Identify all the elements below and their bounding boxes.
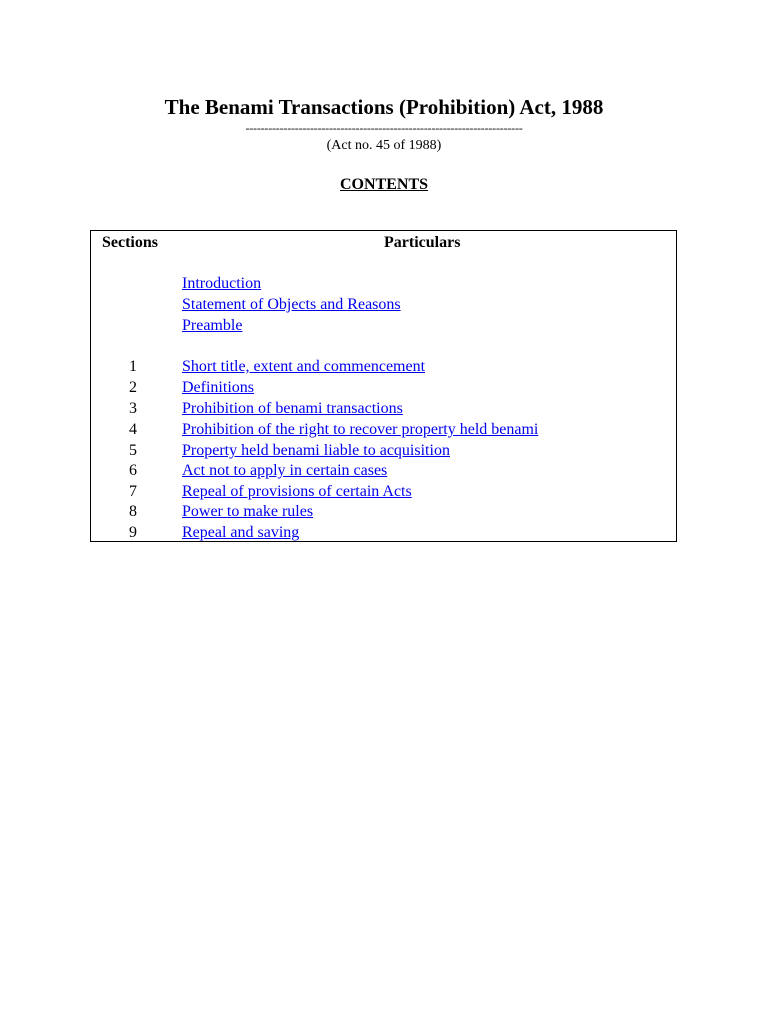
toc-row-section-9 bbox=[91, 522, 676, 543]
toc-row-section-8 bbox=[91, 501, 676, 522]
section-number: 9 bbox=[129, 524, 137, 541]
section-number: 7 bbox=[129, 483, 137, 500]
contents-table bbox=[90, 230, 677, 542]
section-7-link[interactable]: Repeal of provisions of certain Acts bbox=[182, 483, 412, 500]
section-number: 8 bbox=[129, 503, 137, 520]
toc-row-section-2 bbox=[91, 377, 676, 398]
toc-row-section-6 bbox=[91, 460, 676, 481]
preamble-link[interactable]: Preamble bbox=[182, 317, 243, 334]
section-4-link[interactable]: Prohibition of the right to recover property held benami bbox=[182, 421, 539, 438]
objects-and-reasons-link[interactable]: Statement of Objects and Reasons bbox=[182, 296, 401, 313]
toc-row-section-7 bbox=[91, 481, 676, 502]
act-number: (Act no. 45 of 1988) bbox=[326, 138, 442, 153]
toc-row-section-3 bbox=[91, 398, 676, 419]
title-divider: ------------------------------------------------------------------------- bbox=[245, 121, 523, 135]
section-8-link[interactable]: Power to make rules bbox=[182, 503, 314, 520]
section-number: 4 bbox=[129, 421, 137, 438]
toc-row-objects-reasons bbox=[91, 294, 676, 315]
section-number: 6 bbox=[129, 462, 137, 479]
section-number: 1 bbox=[129, 358, 137, 375]
particulars-column-header: Particulars bbox=[384, 234, 461, 251]
section-6-link[interactable]: Act not to apply in certain cases bbox=[182, 462, 388, 479]
section-number: 5 bbox=[129, 442, 137, 459]
toc-row-section-5 bbox=[91, 440, 676, 461]
toc-row-section-4 bbox=[91, 419, 676, 440]
section-2-link[interactable]: Definitions bbox=[182, 379, 254, 396]
section-number: 2 bbox=[129, 379, 137, 396]
introduction-link[interactable]: Introduction bbox=[182, 275, 262, 292]
toc-row-preamble bbox=[91, 315, 676, 336]
section-1-link[interactable]: Short title, extent and commencement bbox=[182, 358, 426, 375]
document-title: The Benami Transactions (Prohibition) Act, 1988 bbox=[164, 95, 604, 119]
toc-row-introduction bbox=[91, 273, 676, 294]
contents-heading: CONTENTS bbox=[339, 176, 429, 193]
section-5-link[interactable]: Property held benami liable to acquisition bbox=[182, 442, 450, 459]
sections-column-header: Sections bbox=[102, 234, 158, 251]
toc-row-section-1 bbox=[91, 356, 676, 377]
section-number: 3 bbox=[129, 400, 137, 417]
section-3-link[interactable]: Prohibition of benami transactions bbox=[182, 400, 403, 417]
section-9-link[interactable]: Repeal and saving bbox=[182, 524, 300, 541]
